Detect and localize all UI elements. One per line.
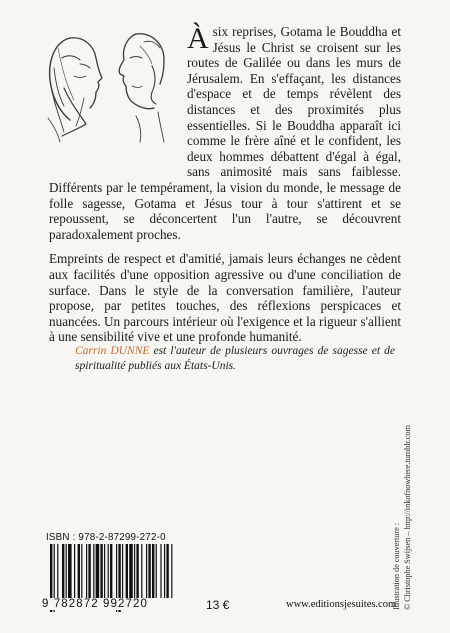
credit-line-1: Illustration de couverture :: [392, 522, 401, 610]
description-paragraph-1: [49, 24, 401, 242]
author-bio: est l'auteur de plusieurs ouvrages de sagesse et de spiritualité publiés aux États-Unis.: [75, 345, 396, 373]
author-name: Carrin DUNNE: [75, 345, 150, 357]
barcode-bar: [74, 544, 75, 600]
barcode-bar: [148, 544, 150, 600]
barcode-bar: [100, 544, 102, 600]
barcode-bar: [66, 544, 67, 600]
price: 13 €: [206, 598, 230, 612]
barcode-bar: [129, 544, 133, 600]
drop-cap: À: [187, 22, 209, 55]
barcode-bar: [108, 544, 109, 600]
barcode-bar: [164, 544, 165, 600]
barcode-bar: [122, 544, 123, 600]
barcode-digits: 9 782872 992720: [40, 598, 184, 610]
barcode-bar: [171, 544, 172, 600]
barcode-bar: [134, 544, 135, 600]
barcode-bar: [93, 544, 94, 600]
illustration-wrap-space: [49, 24, 187, 173]
barcode-bar: [68, 544, 72, 600]
illustration-credit: [392, 425, 432, 610]
barcode-bar: [57, 544, 58, 600]
barcode-bar: [146, 544, 147, 600]
barcode-bar: [96, 544, 100, 600]
barcode-bar: [104, 544, 105, 600]
description: [49, 24, 401, 345]
barcode-bar: [166, 544, 168, 600]
barcode-bar: [62, 544, 64, 600]
author-note: [75, 344, 395, 375]
barcode-bar: [88, 544, 90, 600]
barcode-bar: [126, 544, 128, 600]
barcode-bar: [78, 544, 80, 600]
barcode-bar: [152, 544, 154, 600]
barcode-bar: [81, 544, 82, 600]
barcode-bar: [110, 544, 112, 600]
paragraph-1-text: six reprises, Gotama le Bouddha et Jésus le Christ se croisent sur les routes de Galilée ou dans les murs de Jérusalem. En s'effaçant, les distances d'espace et de temps révèlent des distances et des proximités plus essentielles. Si le Bouddha apparaît ici comme le frère aîné et le confident, les deux hommes débattent d'égal à égal, sans animosité mais sans faiblesse. Différents par le tempérament, la vision du monde, le message de folle sagesse, Gotama et Jésus tour à tour s'attirent et se repoussent, se déconcertent l'un l'autre, se découvrent paradoxalement proches.: [49, 24, 401, 242]
barcode-bar: [86, 544, 87, 600]
barcode-bar: [136, 544, 138, 600]
barcode-bar: [160, 544, 161, 600]
barcode-bar: [141, 544, 142, 600]
credit-line-2: © Christophe Swijsen – http://inkofnowhere.tumblr.com: [402, 425, 412, 610]
publisher-website: www.editionsjesuites.com: [286, 599, 397, 610]
description-paragraph-2: Empreints de respect et d'amitié, jamais leurs échanges ne cèdent aux facilités d'une opposition agressive ou d'une conciliation de surface. Dans le style de la conversation familière, l'auteur propose, par petites touches, des réflexions perspicaces et nuancées. Un parcours intérieur où l'exigence et la rigueur s'allient à une sensibilité vive et une profonde humanité.: [49, 251, 401, 345]
isbn-label: ISBN : 978-2-87299-272-0: [46, 532, 166, 543]
barcode-bar: [156, 544, 157, 600]
